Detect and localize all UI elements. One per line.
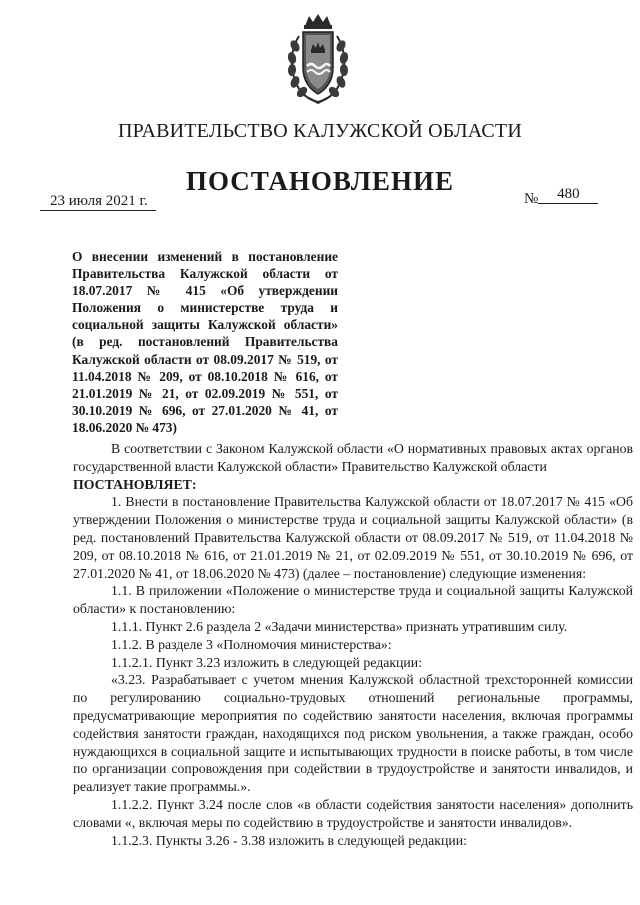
document-number-field (524, 186, 598, 209)
document-body (73, 440, 633, 849)
paragraph-1-1: 1.1. В приложении «Положение о министерстве труда и социальной защиты Калужской области» к постановлению: (73, 583, 633, 617)
government-title: ПРАВИТЕЛЬСТВО КАЛУЖСКОЙ ОБЛАСТИ (118, 120, 522, 142)
document-date: 23 июля 2021 г. (40, 192, 156, 211)
resolves-heading: ПОСТАНОВЛЯЕТ: (73, 476, 197, 492)
document-type-title: ПОСТАНОВЛЕНИЕ (185, 166, 455, 196)
paragraph-1-1-2-2: 1.1.2.2. Пункт 3.24 после слов «в области содействия занятости населения» дополнить словами «, включая меры по содействию в трудоустройстве и занятости инвалидов». (73, 796, 633, 830)
coat-of-arms-emblem (285, 12, 351, 106)
number-sign: № (524, 191, 539, 207)
paragraph-1-1-1: 1.1.1. Пункт 2.6 раздела 2 «Задачи министерства» признать утратившим силу. (111, 618, 568, 634)
paragraph-1: 1. Внести в постановление Правительства Калужской области от 18.07.2017 № 415 «Об утверждении Положения о министерстве труда и социальной защиты Калужской области» (в ред. постановлений Правительства Калужской области от 08.09.2017 № 519, от 11.04.2018 № 209, от 08.10.2018 № 616, от 21.01.2019 № 21, от 02.09.2019 № 551, от 30.10.2019 № 696, от 27.01.2020 № 41, от 18.06.2020 № 473) (далее – постановление) следующие изменения: (73, 494, 633, 581)
preamble: В соответствии с Законом Калужской области «О нормативных правовых актах органов государственной власти Калужской области» Правительство Калужской области (73, 441, 633, 474)
paragraph-1-1-2: 1.1.2. В разделе 3 «Полномочия министерства»: (111, 636, 392, 652)
paragraph-3-23-text: «3.23. Разрабатывает с учетом мнения Калужской областной трехсторонней комиссии по регулированию социально-трудовых отношений региональные программы, предусматривающие мероприятия по содействию занятости населения, включая программы содействия занятости граждан, находящихся под риском увольнения, а также граждан, особо нуждающихся в социальной защите и испытывающих трудности в поиске работы, в том числе по организации сопровождения при содействии в трудоустройстве и занятости инвалидов, и реализует такие программы.». (73, 672, 633, 795)
paragraph-1-1-2-3: 1.1.2.3. Пункты 3.26 - 3.38 изложить в следующей редакции: (111, 832, 467, 848)
paragraph-1-1-2-1: 1.1.2.1. Пункт 3.23 изложить в следующей редакции: (111, 654, 423, 670)
document-number: 480 (538, 185, 598, 204)
document-subject: О внесении изменений в постановление Правительства Калужской области от 18.07.2017 № 415 «Об утверждении Положения о министерстве труда и социальной защиты Калужской области» (в ред. постановлений Правительства Калужской области от 08.09.2017 № 519, от 11.04.2018 № 209, от 08.10.2018 № 616, от 21.01.2019 № 21, от 02.09.2019 № 551, от 30.10.2019 № 696, от 27.01.2020 № 41, от 18.06.2020 № 473) (72, 249, 338, 435)
